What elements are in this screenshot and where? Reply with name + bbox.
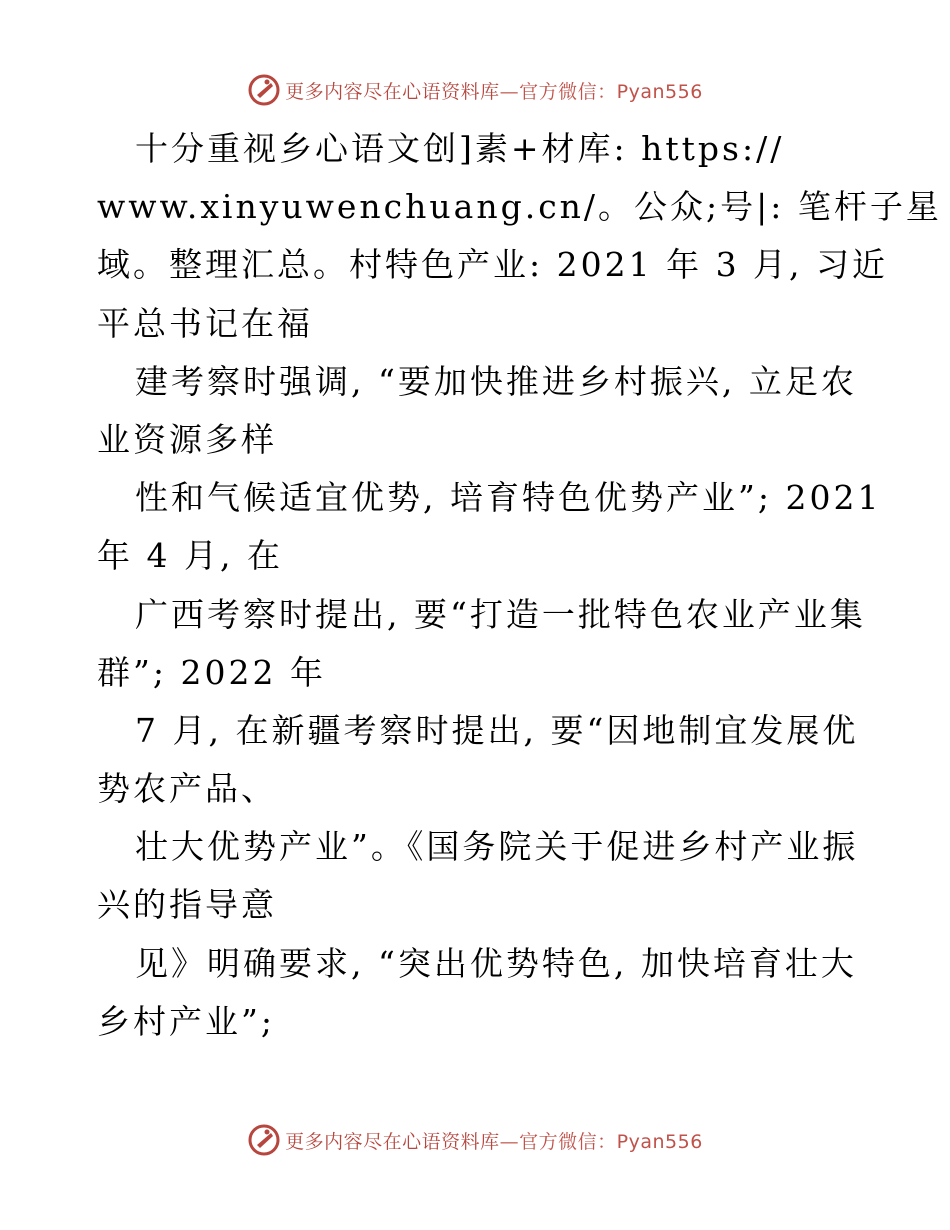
- body-line: 建考察时强调, “要加快推进乡村振兴, 立足农: [135, 361, 857, 401]
- watermark-contact: 官方微信：Pyan556: [519, 80, 703, 103]
- body-line: 年 4 月, 在: [97, 536, 283, 576]
- body-line: 域。整理汇总。村特色产业: 2021 年 3 月, 习近: [97, 245, 889, 285]
- watermark-dash: —: [499, 1130, 520, 1153]
- header-watermark: [0, 72, 950, 108]
- body-line: 十分重视乡心语文创]素+材库: https://: [135, 129, 785, 168]
- watermark-site: 更多内容尽在心语资料库: [285, 1130, 500, 1153]
- body-line: 性和气候适宜优势, 培育特色优势产业”; 2021: [135, 478, 882, 518]
- body-line: 广西考察时提出, 要“打造一批特色农业产业集: [135, 594, 866, 634]
- document-body: [97, 120, 942, 1051]
- footer-watermark: [0, 1122, 950, 1158]
- watermark-text: [285, 77, 703, 104]
- body-line: 群”; 2022 年: [97, 652, 326, 692]
- library-logo-icon: [247, 1123, 281, 1157]
- body-line: 兴的指导意: [97, 885, 277, 925]
- body-line: 平总书记在福: [97, 303, 313, 343]
- watermark-site: 更多内容尽在心语资料库: [285, 80, 500, 103]
- body-line: 业资源多样: [97, 419, 277, 459]
- body-line: 见》明确要求, “突出优势特色, 加快培育壮大: [135, 943, 857, 983]
- body-line: www.xinyuwenchuang.cn/。公众;号|: 笔杆子星: [97, 187, 942, 227]
- body-line: 乡村产业”;: [97, 1001, 275, 1041]
- body-line: 7 月, 在新疆考察时提出, 要“因地制宜发展优: [135, 710, 859, 750]
- watermark-dash: —: [499, 80, 520, 103]
- watermark-contact: 官方微信：Pyan556: [519, 1130, 703, 1153]
- watermark-text: [285, 1127, 703, 1154]
- body-line: 壮大优势产业”。《国务院关于促进乡村产业振: [135, 827, 859, 867]
- body-line: 势农产品、: [97, 769, 277, 809]
- library-logo-icon: [247, 73, 281, 107]
